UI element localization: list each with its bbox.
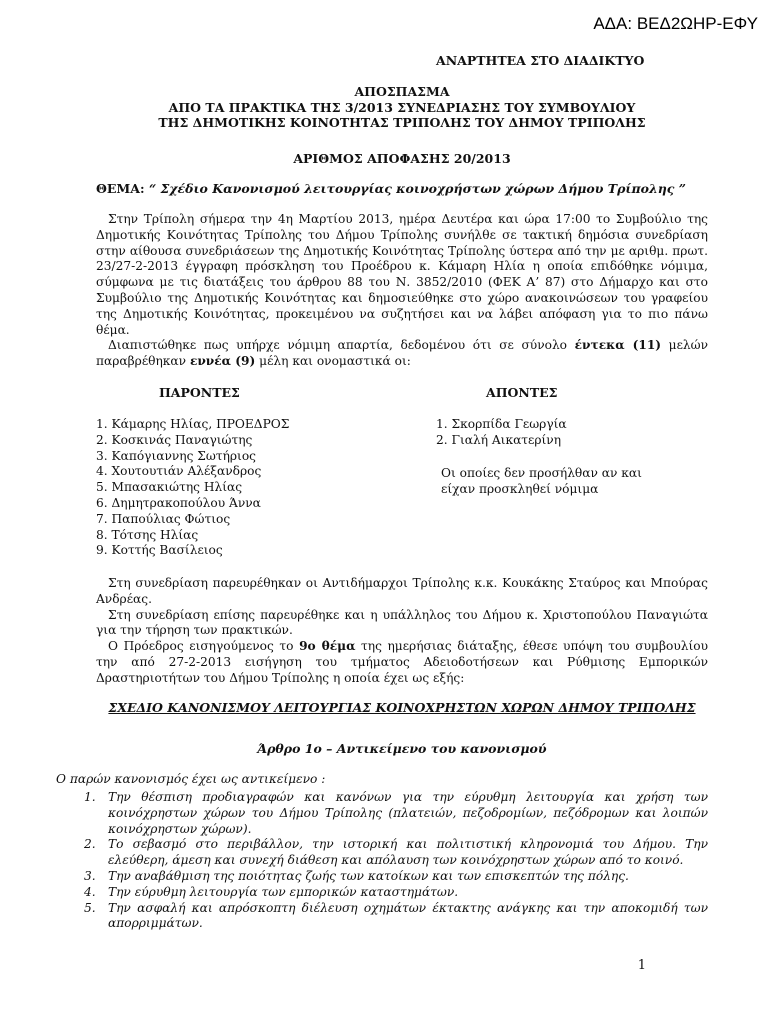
list-item: 2. Γιαλή Αικατερίνη: [436, 432, 562, 447]
paragraph-clerk: Στη συνεδρίαση επίσης παρευρέθηκε και η υπάλληλος του Δήμου κ. Χριστοπούλου Παναγιώτα για την τήρηση των πρακτικών.: [96, 607, 708, 638]
subject-line: [96, 181, 686, 197]
list-item: 9. Κοττής Βασίλειος: [96, 543, 223, 558]
list-item: 1. Την θέσπιση προδιαγραφών και κανόνων για την εύρυθμη λειτουργία και χρήση των κοινόχρηστων χώρων του Δήμου Τρίπολης (πλατειών, πεζοδρομίων, πεζόδρομων και λοιπών κοινόχρηστων χώρων).: [84, 790, 708, 836]
regulation-intro: Ο παρών κανονισμός έχει ως αντικείμενο :: [56, 772, 326, 786]
list-item: 3. Καπόγιαννης Σωτήριος: [96, 448, 257, 463]
subject-label: ΘΕΜΑ:: [96, 181, 145, 196]
paragraph-convening: Στην Τρίπολη σήμερα την 4η Μαρτίου 2013, ημέρα Δευτέρα και ώρα 17:00 το Συμβούλιο της Δημοτικής Κοινότητας Τρίπολης του Δήμου Τρίπολης συνήλθε σε τακτική δημόσια συνεδρίαση στην αίθουσα συνεδριάσεων της Δημοτικής Κοινότητας Τρίπολης ύστερα από την με αριθμ. πρωτ. 23/27-2-2013 έγγραφη πρόσκληση του Προέδρου κ. Κάμαρη Ηλία η οποία επιδόθηκε νόμιμα, σύμφωνα με τις διατάξεις του άρθρου 88 του Ν. 3852/2010 (ΦΕΚ Α’ 87) στο Δήμαρχο και στο Συμβούλιο της Δημοτικής Κοινότητας και δημοσιεύθηκε στο χώρο ανακοινώσεων του γραφείου της Δημοτικής Κοινότητας, προκειμένου να συζητήσει και να λάβει απόφαση για το πιο πάνω θέμα.: [96, 212, 708, 337]
list-item: 8. Τότσης Ηλίας: [96, 527, 199, 542]
list-item: 1. Κάμαρης Ηλίας, ΠΡΟΕΔΡΟΣ: [96, 417, 290, 431]
header-line-2: ΑΠΟ ΤΑ ΠΡΑΚΤΙΚΑ ΤΗΣ 3/2013 ΣΥΝΕΔΡΙΑΣΗΣ ΤΟΥ ΣΥΜΒΟΥΛΙΟΥ: [168, 99, 636, 115]
paragraph-quorum: Διαπιστώθηκε πως υπήρχε νόμιμη απαρτία, δεδομένου ότι σε σύνολο έντεκα (11) μελών παραβρέθηκαν εννέα (9) μέλη και ονομαστικά οι:: [96, 338, 708, 369]
proceedings-body: [96, 576, 708, 687]
list-item: 1. Σκορπίδα Γεωργία: [436, 417, 567, 431]
regulation-goals: [84, 790, 708, 932]
article-1-title: Άρθρο 1ο – Αντικείμενο του κανονισμού: [257, 741, 547, 756]
absent-list: [436, 417, 567, 449]
meeting-body: [96, 212, 708, 370]
absent-note-line-2: είχαν προσκληθεί νόμιμα: [441, 482, 599, 496]
list-item: 5. Μπασακιώτης Ηλίας: [96, 480, 243, 495]
page-number: 1: [637, 958, 646, 973]
ada-code: ΑΔΑ: ΒΕΔ2ΩΗΡ-ΕΦΥ: [593, 14, 758, 33]
list-item: 7. Παπούλιας Φώτιος: [96, 511, 231, 526]
header-line-3: ΤΗΣ ΔΗΜΟΤΙΚΗΣ ΚΟΙΝΟΤΗΤΑΣ ΤΡΙΠΟΛΗΣ ΤΟΥ ΔΗΜΟΥ ΤΡΙΠΟΛΗΣ: [158, 115, 646, 130]
list-item: 4. Χουτουτιάν Αλέξανδρος: [96, 464, 262, 479]
subject-text: “ Σχέδιο Κανονισμού λειτουργίας κοινοχρήστων χώρων Δήμου Τρίπολης ”: [148, 181, 686, 196]
list-item: 6. Δημητρακοπούλου Άννα: [96, 495, 261, 510]
present-list: [96, 417, 289, 559]
present-heading: ΠΑΡΟΝΤΕΣ: [159, 385, 240, 400]
list-item: 5. Την ασφαλή και απρόσκοπτη διέλευση οχημάτων έκτακτης ανάγκης και την αποκομιδή των απορριμμάτων.: [84, 900, 708, 931]
paragraph-president: Ο Πρόεδρος εισηγούμενος το 9ο θέμα της ημερήσιας διάταξης, έθεσε υπόψη του συμβουλίου την από 27-2-2013 εισήγηση του τμήματος Αδειοδοτήσεων και Ρύθμισης Εμπορικών Δραστηριοτήτων του Δήμου Τρίπολης η οποία έχει ως εξής:: [96, 639, 708, 685]
regulation-title: ΣΧΕΔΙΟ ΚΑΝΟΝΙΣΜΟΥ ΛΕΙΤΟΥΡΓΙΑΣ ΚΟΙΝΟΧΡΗΣΤΩΝ ΧΩΡΩΝ ΔΗΜΟΥ ΤΡΙΠΟΛΗΣ: [108, 700, 696, 715]
list-item: 4. Την εύρυθμη λειτουργία των εμπορικών καταστημάτων.: [84, 884, 459, 899]
paragraph-deputy-mayors: Στη συνεδρίαση παρευρέθηκαν οι Αντιδήμαρχοι Τρίπολης κ.κ. Κουκάκης Σταύρος και Μπούρας Ανδρέας.: [96, 576, 708, 606]
post-notice: ΑΝΑΡΤΗΤΕΑ ΣΤΟ ΔΙΑΔΙΚΤΥΟ: [436, 53, 645, 68]
document-header: [96, 84, 708, 131]
list-item: 3. Την αναβάθμιση της ποιότητας ζωής των κατοίκων και των επισκεπτών της πόλης.: [84, 868, 629, 883]
decision-number: ΑΡΙΘΜΟΣ ΑΠΟΦΑΣΗΣ 20/2013: [293, 151, 511, 166]
list-item: 2. Το σεβασμό στο περιβάλλον, την ιστορική και πολιτιστική κληρονομιά του Δήμου. Την ελεύθερη, άμεση και συνεχή διάθεση και απόλαυση των κοινόχρηστων χώρων από το κοινό.: [84, 837, 708, 868]
list-item: 2. Κοσκινάς Παναγιώτης: [96, 432, 253, 447]
absent-note-line-1: Οι οποίες δεν προσήλθαν αν και: [441, 466, 642, 480]
header-line-1: ΑΠΟΣΠΑΣΜΑ: [354, 84, 450, 99]
absent-heading: ΑΠΟΝΤΕΣ: [486, 385, 558, 400]
